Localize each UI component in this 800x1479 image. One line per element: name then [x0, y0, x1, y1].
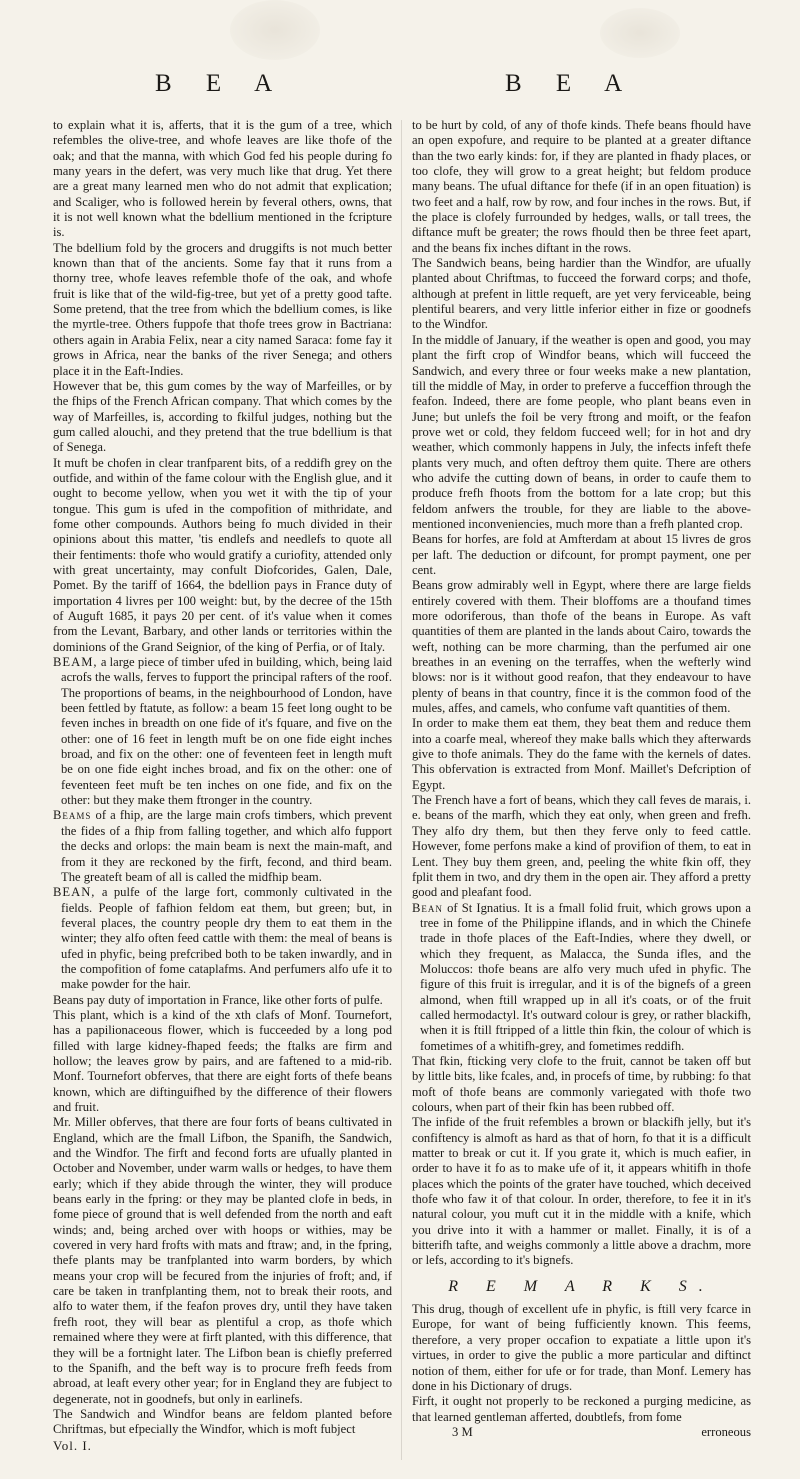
left-column [53, 118, 392, 1463]
entry-beams [53, 808, 392, 885]
paragraph: In order to make them eat them, they beat them and reduce them into a coarfe meal, whereof they make balls which they afterwards give to thofe animals. They do the fame with the kernels of dates. This obfervation is extracted from Monf. Maillet's Defcription of Egypt. [412, 716, 751, 792]
paragraph: The Sandwich and Windfor beans are feldom planted before Chriftmas, but efpecially the Windfor, which is moft fubject [53, 1406, 392, 1437]
paragraph: This plant, which is a kind of the xth clafs of Monf. Tournefort, has a papilionaceous flower, which is fucceeded by a long pod filled with large kidney-fhaped feeds; the ftalks are firm and hollow; the leaves grow by pairs, and are faftened to a mid-rib. Monf. Tournefort obferves, that there are eight forts of thefe beans known, which are diftinguifhed by the difference of their flowers and fruit. [53, 1007, 392, 1114]
lemma: BEAN, [53, 885, 96, 900]
right-column [412, 118, 751, 1463]
paragraph: Beans for horfes, are fold at Amfterdam at about 15 livres de gros per laft. The deduction or difcount, for prompt payment, one per cent. [412, 532, 751, 577]
entry-text: a large piece of timber ufed in building, which, being laid acrofs the walls, ferves to fupport the principal rafters of the roof. The proportions of beams, in the neighbourhood of London, have been fettled by ftatute, as follow: a beam 15 feet long ought to be feven inches in breadth on one fide of it's fquare, and five on the other: one of 16 feet in length muft be on one fide eight inches broad, and fix on the other: one of feventeen feet in length muft be on one fide eight inches broad, and fix on the other: one of feventeen feet muft be ten inches on one fide, and fix on the other: but they make them ftronger in the country. [61, 655, 392, 808]
paragraph: The Sandwich beans, being hardier than the Windfor, are ufually planted about Chriftmas, to fucceed the forward corps; and thofe, although at prefent in little requeft, are yet very ferviceable, being plentiful bearers, and very little inferior either in fize or goodnefs to the Windfor. [412, 256, 751, 332]
entry-bean-ignatius [412, 901, 751, 1054]
catchword: erroneous [701, 1424, 751, 1439]
signature-mark: 3 M [452, 1424, 473, 1439]
entry-beam [53, 655, 392, 808]
entry-text: of a fhip, are the large main crofs timbers, which prevent the fides of a fhip from falling together, and which alfo fupport the decks and orlops: the main beam is next the main-maft, and from it they are reckoned by the firft, fecond, and third beam. The greateft beam of all is called the midfhip beam. [61, 808, 392, 884]
lemma: Bean [412, 900, 443, 915]
paragraph: to be hurt by cold, of any of thofe kinds. Thefe beans fhould have an open expofure, and require to be planted at a greater diftance than the two early kinds: for, if they are planted in fhady places, or too clofe, they will grow to a great height; but feldom produce many beans. The ufual diftance for thefe (if in an open fituation) is two feet and a half, row by row, and four inches in the rows. But, if the place is clofely furrounded by hedges, walls, or tall trees, the diftance muft be greater; the rows fhould then be three feet apart, and the beans fix inches diftant in the rows. [412, 118, 751, 255]
paper-stain [600, 8, 680, 58]
paper-stain [230, 0, 320, 60]
paragraph: The bdellium fold by the grocers and druggifts is not much better known than that of the ancients. Some fay that it runs from a thorny tree, whofe leaves refemble thofe of the oak, and whofe fruit is like that of the wild-fig-tree, but yet of a pretty good tafte. Some pretend, that the tree from which the bdellium comes, is like the myrtle-tree. Others fuppofe that thofe trees grow in Bactriana: others again in Arabia Felix, near a city named Saraca: fome fay it grows in Africa, near the banks of the river Senega; and others place it in the Eaft-Indies. [53, 240, 392, 378]
paragraph: However that be, this gum comes by the way of Marfeilles, or by the fhips of the French African company. That which comes by the way of Marfeilles, is, according to fkilful judges, nothing but the gum called alouchi, and they pretend that the true bdellium is that of Senega. [53, 378, 392, 455]
entry-text: a pulfe of the large fort, commonly cultivated in the fields. People of fafhion feldom eat them, but green; but, in feveral places, the country people dry them to eat them in the winter; they alfo often feed cattle with them: the meal of beans is ufed in phyfic, being prefcribed both to be taken inwardly, and in the compofition of fome cataplafms. And perfumers alfo ufe it to make powder for the hair. [61, 885, 392, 992]
page-footer [412, 1425, 751, 1440]
lemma: BEAM, [53, 655, 98, 670]
column-divider [401, 120, 402, 1460]
paragraph: That fkin, fticking very clofe to the fruit, cannot be taken off but by little bits, like fcales, and, in procefs of time, by rubbing: fo that moft of thofe beans are commonly variegated with thofe two colours, when part of their fkin has been rubbed off. [412, 1053, 751, 1114]
paragraph: Firft, it ought not properly to be reckoned a purging medicine, as that learned gentleman afferted, doubtlefs, from fome [412, 1394, 751, 1424]
entry-text: of St Ignatius. It is a fmall folid fruit, which grows upon a tree in fome of the Philippine iflands, and in which the Chinefe trade in thofe places of the Eaft-Indies, where they dwell, or which they frequent, as Malacca, the Sunda ifles, and the Moluccos: thofe beans are alfo very much ufed in phyfic. The figure of this fruit is irregular, and it is of the bignefs of a green almond, when ftill wrapped up in all it's coats, or of the fruit called hermodactyl. It's outward colour is grey, or rather blackifh, when it is ftill ftripped of a little thin fkin, the colour of which is fometimes of a whitifh-grey, and fometimes reddifh. [420, 900, 751, 1053]
paragraph: It muft be chofen in clear tranfparent bits, of a reddifh grey on the outfide, and within of the fame colour with the English glue, and it ought to become yellow, when you wet it with the tip of your tongue. This gum is ufed in the compofition of mithridate, and fome other compounds. Authors being fo much divided in their opinions about this matter, 'tis endlefs and needlefs to quote all their fentiments: thofe who would gratify a curiofity, attended only with great uncertainty, may confult Diofcorides, Galen, Dale, Pomet. By the tariff of 1664, the bdellion pays in France duty of importation 4 livres per 100 weight: but, by the decree of the 15th of Auguft 1685, it pays 20 per cent. of it's value when it comes from the Levant, Barbary, and other lands or territories within the dominions of the Grand Seignior, of the king of Perfia, or of Italy. [53, 455, 392, 654]
paragraph: Mr. Miller obferves, that there are four forts of beans cultivated in England, which are the fmall Lifbon, the Spanifh, the Sandwich, and the Windfor. The firft and fecond forts are ufually planted in October and November, under warm walls or hedges, to have them early; which if they abide through the winter, they will produce beans early in the fpring: or they may be planted clofe in beds, in fome piece of ground that is well defended from the north and eaft winds; and, being arched over with hoops or withies, may be covered in very hard frofts with mats and ftraw; and, in the fpring, thefe plants may be tranfplanted into warm borders, by which means your crop will be fecured from the injuries of froft; and, if care be taken in tranfplanting them, not to break their roots, and alfo to water them, if the feafon proves dry, until they have taken frefh root, they will bear as plentiful a crop, as thofe which remained where they were at firft planted, with this difference, that they will be a fortnight later. The Lifbon bean is chiefly preferred to the Spanifh, and the beft way is to procure frefh feeds from abroad, at leaft every other year; for in England they are fubject to degenerate, not in goodnefs, but only in earlinefs. [53, 1115, 392, 1406]
paragraph: The infide of the fruit refembles a brown or blackifh jelly, but it's confiftency is almoft as hard as that of horn, fo that it is a difficult matter to break or cut it. If you grate it, which is much eafier, in order to have it fo as to make ufe of it, it appears whitifh in thofe places which the points of the grater have touched, which deceived thofe who faw it of that colour. In order, therefore, to fee it in it's natural colour, you muft cut it in the middle with a knife, which you drive into it with a hammer or mallet. Finally, it is of a bitterifh tafte, and weighs commonly a little above a drachm, more or lefs, according to it's bignefs. [412, 1115, 751, 1268]
paragraph: This drug, though of excellent ufe in phyfic, is ftill very fcarce in Europe, for want of being fufficiently known. This feems, therefore, a very proper occafion to expatiate a little upon it's virtues, in order to give the public a more particular and diftinct notion of them, either for ufe or for trade, than Monf. Lemery has done in his Dictionary of drugs. [412, 1302, 751, 1393]
paragraph: to explain what it is, afferts, that it is the gum of a tree, which refembles the olive-tree, and whofe leaves are like thofe of the oak; and that the manna, with which God fed his people during fo many years in the defert, was very much like that drug. Yet there are a great many learned men who do not admit that explication; and Scaliger, who is followed herein by feveral others, owns, that it is not well known what the bdellium mentioned in the fcripture is. [53, 118, 392, 240]
paragraph: The French have a fort of beans, which they call feves de marais, i. e. beans of the marfh, which they eat only, when green and frefh. They alfo dry them, but then they ferve only to feed cattle. However, fome perfons make a kind of provifion of them, to eat in Lent. They buy them green, and, peeling the white fkin off, they fplit them in two, and dry them in the open air. They afford a pretty good and pleafant food. [412, 793, 751, 900]
lemma: Beams [53, 808, 92, 823]
paragraph: Beans grow admirably well in Egypt, where there are large fields entirely covered with them. Their bloffoms are a thoufand times more odoriferous, than thofe of the beans in Europe. As vaft quantities of them are planted in the lands about Cairo, towards the weft, nothing can be more charming, than the perfumed air one breathes in an evening on the terraffes, when the wefterly wind blows: nor is it without good reafon, that they endeavour to have plenty of beans in that country, fince it is the common food of the mules, affes, and camels, who confume vaft quantities of them. [412, 578, 751, 716]
remarks-heading: R E M A R K S. [448, 1277, 715, 1295]
paragraph: In the middle of January, if the weather is open and good, you may plant the firft crop of Windfor beans, which will fucceed the Sandwich, and every three or four weeks make a new plantation, till the middle of May, in order to preferve a fucceffion through the feafon. Indeed, there are fome people, who plant beans even in June; but unlefs the foil be very ftrong and moift, or the feafon prove wet or cold, they feldom fucceed well; for in hot and dry weather, which commonly happens in July, the infects infeft thefe plants very much, and often deftroy them quite. There are others who advife the cutting down of beans, in order to caufe them to produce frefh fhoots from the bottom for a late crop; but this feldom anfwers the trouble, for they are liable to the above-mentioned inconveniencies, much more than a frefh planted crop. [412, 332, 751, 531]
running-headword-left: B E A [155, 70, 287, 97]
volume-label: Vol. I. [53, 1437, 92, 1453]
entry-bean [53, 885, 392, 992]
running-headword-right: B E A [505, 70, 637, 97]
paragraph: Beans pay duty of importation in France, like other forts of pulfe. [53, 992, 383, 1007]
